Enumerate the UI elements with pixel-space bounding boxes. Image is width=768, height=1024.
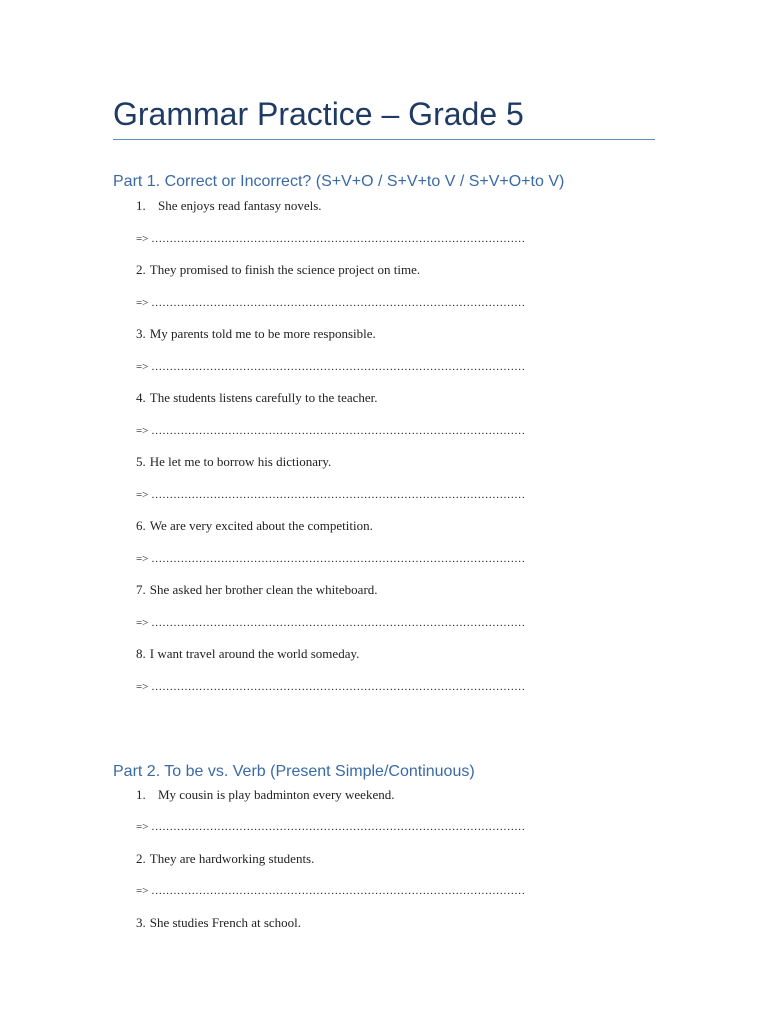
answer-dots: …………………………………………………………………………………………: [151, 361, 526, 373]
answer-dots: …………………………………………………………………………………………: [151, 553, 526, 565]
question-text: My parents told me to be more responsible.: [149, 326, 376, 341]
answer-dots: …………………………………………………………………………………………: [151, 425, 526, 437]
question-number: 1.: [136, 787, 146, 802]
part1-question-2: [136, 261, 420, 279]
part1-question-6: [136, 517, 373, 535]
question-text: My cousin is play badminton every weekend.: [158, 787, 395, 802]
question-number: 7.: [136, 582, 146, 597]
part1-question-7: [136, 581, 378, 599]
part1-question-3: [136, 325, 376, 343]
answer-prefix: =>: [136, 553, 149, 565]
question-text: He let me to borrow his dictionary.: [149, 454, 332, 469]
part1-question-5: [136, 453, 331, 471]
answer-dots: …………………………………………………………………………………………: [151, 297, 526, 309]
question-text: I want travel around the world someday.: [149, 646, 360, 661]
answer-prefix: =>: [136, 361, 149, 373]
answer-prefix: =>: [136, 489, 149, 501]
part2-heading: Part 2. To be vs. Verb (Present Simple/Continuous): [113, 763, 475, 780]
answer-dots: …………………………………………………………………………………………: [151, 885, 526, 897]
answer-dots: …………………………………………………………………………………………: [151, 821, 526, 833]
part1-answer-line-6: [136, 552, 525, 566]
question-number: 2.: [136, 851, 146, 866]
question-text: We are very excited about the competition.: [149, 518, 373, 533]
question-text: She studies French at school.: [149, 915, 302, 930]
question-number: 2.: [136, 262, 146, 277]
part2-question-3: [136, 914, 301, 932]
question-number: 6.: [136, 518, 146, 533]
part1-heading: Part 1. Correct or Incorrect? (S+V+O / S+V+to V / S+V+O+to V): [113, 173, 565, 190]
title-underline: [113, 139, 655, 140]
answer-prefix: =>: [136, 681, 149, 693]
answer-dots: …………………………………………………………………………………………: [151, 617, 526, 629]
question-number: 3.: [136, 326, 146, 341]
answer-prefix: =>: [136, 885, 149, 897]
question-text: They are hardworking students.: [149, 851, 315, 866]
part2-question-1: [136, 786, 394, 804]
question-text: The students listens carefully to the teacher.: [149, 390, 378, 405]
part1-answer-line-8: [136, 680, 525, 694]
answer-prefix: =>: [136, 425, 149, 437]
part1-question-1: [136, 197, 322, 215]
answer-dots: …………………………………………………………………………………………: [151, 489, 526, 501]
answer-dots: …………………………………………………………………………………………: [151, 681, 526, 693]
answer-dots: …………………………………………………………………………………………: [151, 233, 526, 245]
part1-answer-line-3: [136, 360, 525, 374]
question-number: 4.: [136, 390, 146, 405]
answer-prefix: =>: [136, 297, 149, 309]
part1-answer-line-1: [136, 232, 525, 246]
answer-prefix: =>: [136, 821, 149, 833]
question-number: 8.: [136, 646, 146, 661]
part2-answer-line-1: [136, 820, 525, 834]
part1-answer-line-7: [136, 616, 525, 630]
answer-prefix: =>: [136, 617, 149, 629]
part1-answer-line-5: [136, 488, 525, 502]
part2-question-2: [136, 850, 314, 868]
question-text: She asked her brother clean the whiteboard.: [149, 582, 378, 597]
question-number: 1.: [136, 198, 146, 213]
question-text: They promised to finish the science project on time.: [149, 262, 421, 277]
part1-answer-line-4: [136, 424, 525, 438]
question-text: She enjoys read fantasy novels.: [158, 198, 322, 213]
question-number: 5.: [136, 454, 146, 469]
page-title: Grammar Practice – Grade 5: [113, 96, 524, 132]
part1-question-4: [136, 389, 378, 407]
answer-prefix: =>: [136, 233, 149, 245]
part1-question-8: [136, 645, 359, 663]
question-number: 3.: [136, 915, 146, 930]
part2-answer-line-2: [136, 884, 525, 898]
part1-answer-line-2: [136, 296, 525, 310]
